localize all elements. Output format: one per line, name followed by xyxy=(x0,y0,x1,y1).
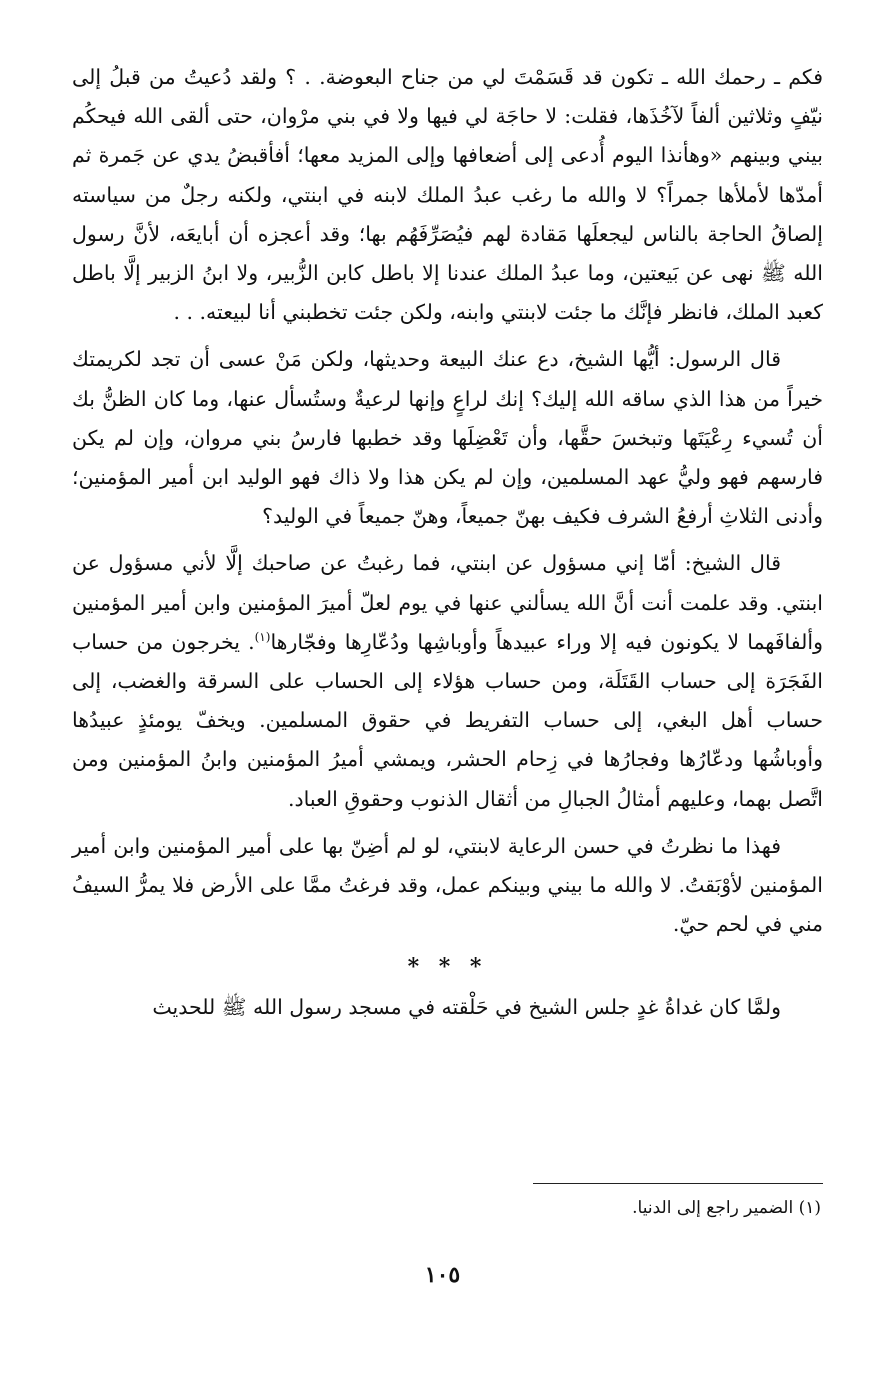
section-separator: * * * xyxy=(407,954,488,981)
paragraph-1: فكم ـ رحمك الله ـ تكون قد قَسَمْتَ لي من جناح البعوضة. . ؟ ولقد دُعيتُ من قبلُ إلى نيّفٍ وثلاثين ألفاً لآخُذَها، فقلت: لا حاجَة لي فيها ولا في بني مرْوان، حتى ألقى الله فيحكُم بيني وبينهم «وهأنذا اليوم أُدعى إلى أضعافها وإلى المزيد معها؛ أفأقبضُ يدي عن جَمرة ثم أمدّها لأملأها جمراً؟ لا والله ما رغب عبدُ الملك لابنه في ابنتي، ولكنه رجلٌ من سياسته إلصاقُ الحاجة بالناس ليجعلَها مَقادة لهم فيُصَرِّفَهُم بها؛ وقد أعجزه أن أبايعَه، لأنَّ رسول الله ﷺ نهى عن بَيعتين، وما عبدُ الملك عندنا إلا باطل كابن الزُّبير، ولا ابنُ الزبير إلَّا باطل كعبد الملك، فانظر فإنَّك ما جئت لابنتي وابنه، ولكن جئت تخطبني أنا لبيعته. . . xyxy=(72,65,823,325)
paragraph-3 xyxy=(72,544,823,818)
footnote-divider xyxy=(533,1183,823,1184)
page-number: ١٠٥ xyxy=(424,1262,461,1288)
paragraph-4: فهذا ما نظرتُ في حسن الرعاية لابنتي، لو لم أضِنّ بها على أمير المؤمنين وابن أمير المؤمنين لأوْبَقتُ. لا والله ما بيني وبينكم عمل، وقد فرغتُ ممَّا على الأرض فلا يمرُّ السيفُ مني في لحم حيّ. xyxy=(72,833,823,937)
paragraph-3-text: قال الشيخ: أمّا إني مسؤول عن ابنتي، فما رغبتُ عن صاحبك إلَّا لأني مسؤول عن ابنتي. وقد علمت أنت أنَّ الله يسألني عنها في يوم لعلّ أميرَ المؤمنين وابن أمير المؤمنين وألفافَهما لا يكونون فيه إلا وراء عبيدهاً وأوباشِها ودُعّارِها وفجّارها xyxy=(72,551,823,654)
paragraph-5: ولمَّا كان غداةُ غدٍ جلس الشيخ في حَلْقته في مسجد رسول الله ﷺ للحديث xyxy=(152,995,781,1020)
footnote: (١) الضمير راجع إلى الدنيا. xyxy=(632,1198,821,1218)
page-body xyxy=(72,58,823,1383)
paragraph-2: قال الرسول: أيُّها الشيخ، دع عنك البيعة وحديثها، ولكن مَنْ عسى أن تجد لكريمتك خيراً من هذا الذي ساقه الله إليك؟ إنك لراعٍ وإنها لرعيةٌ وستُسأل عنها، وما كان الظنُّ بك أن تُسيء رِعْيَتَها وتبخسَ حقَّها، وأن تَعْضِلَها وقد خطبها فارسُ بني مروان، وإن لم يكن فارسهم فهو وليُّ عهد المسلمين، وإن لم يكن هذا ولا ذاك فهو الوليد ابن أمير المؤمنين؛ وأدنى الثلاثِ أرفعُ الشرف فكيف بهنّ جميعاً، وهنّ جميعاً في الوليد؟ xyxy=(72,347,823,529)
paragraph-3-continuation: . يخرجون من حساب الفَجَرَة إلى حساب القَتَلَة، ومن حساب هؤلاء إلى الحساب على السرقة والغضب، إلى حساب أهل البغي، إلى حساب التفريط في حقوق المسلمين. ويخفّ يومئذٍ عبيدُها وأوباشُها ودعّارُها وفجارُها في زِحام الحشر، ويمشي أميرُ المؤمنين وابنُ المؤمنين ومن اتَّصل بهما، وعليهم أمثالُ الجبالِ من أثقال الذنوب وحقوقِ العباد. xyxy=(72,629,823,811)
footnote-reference[interactable]: (١) xyxy=(254,630,271,645)
